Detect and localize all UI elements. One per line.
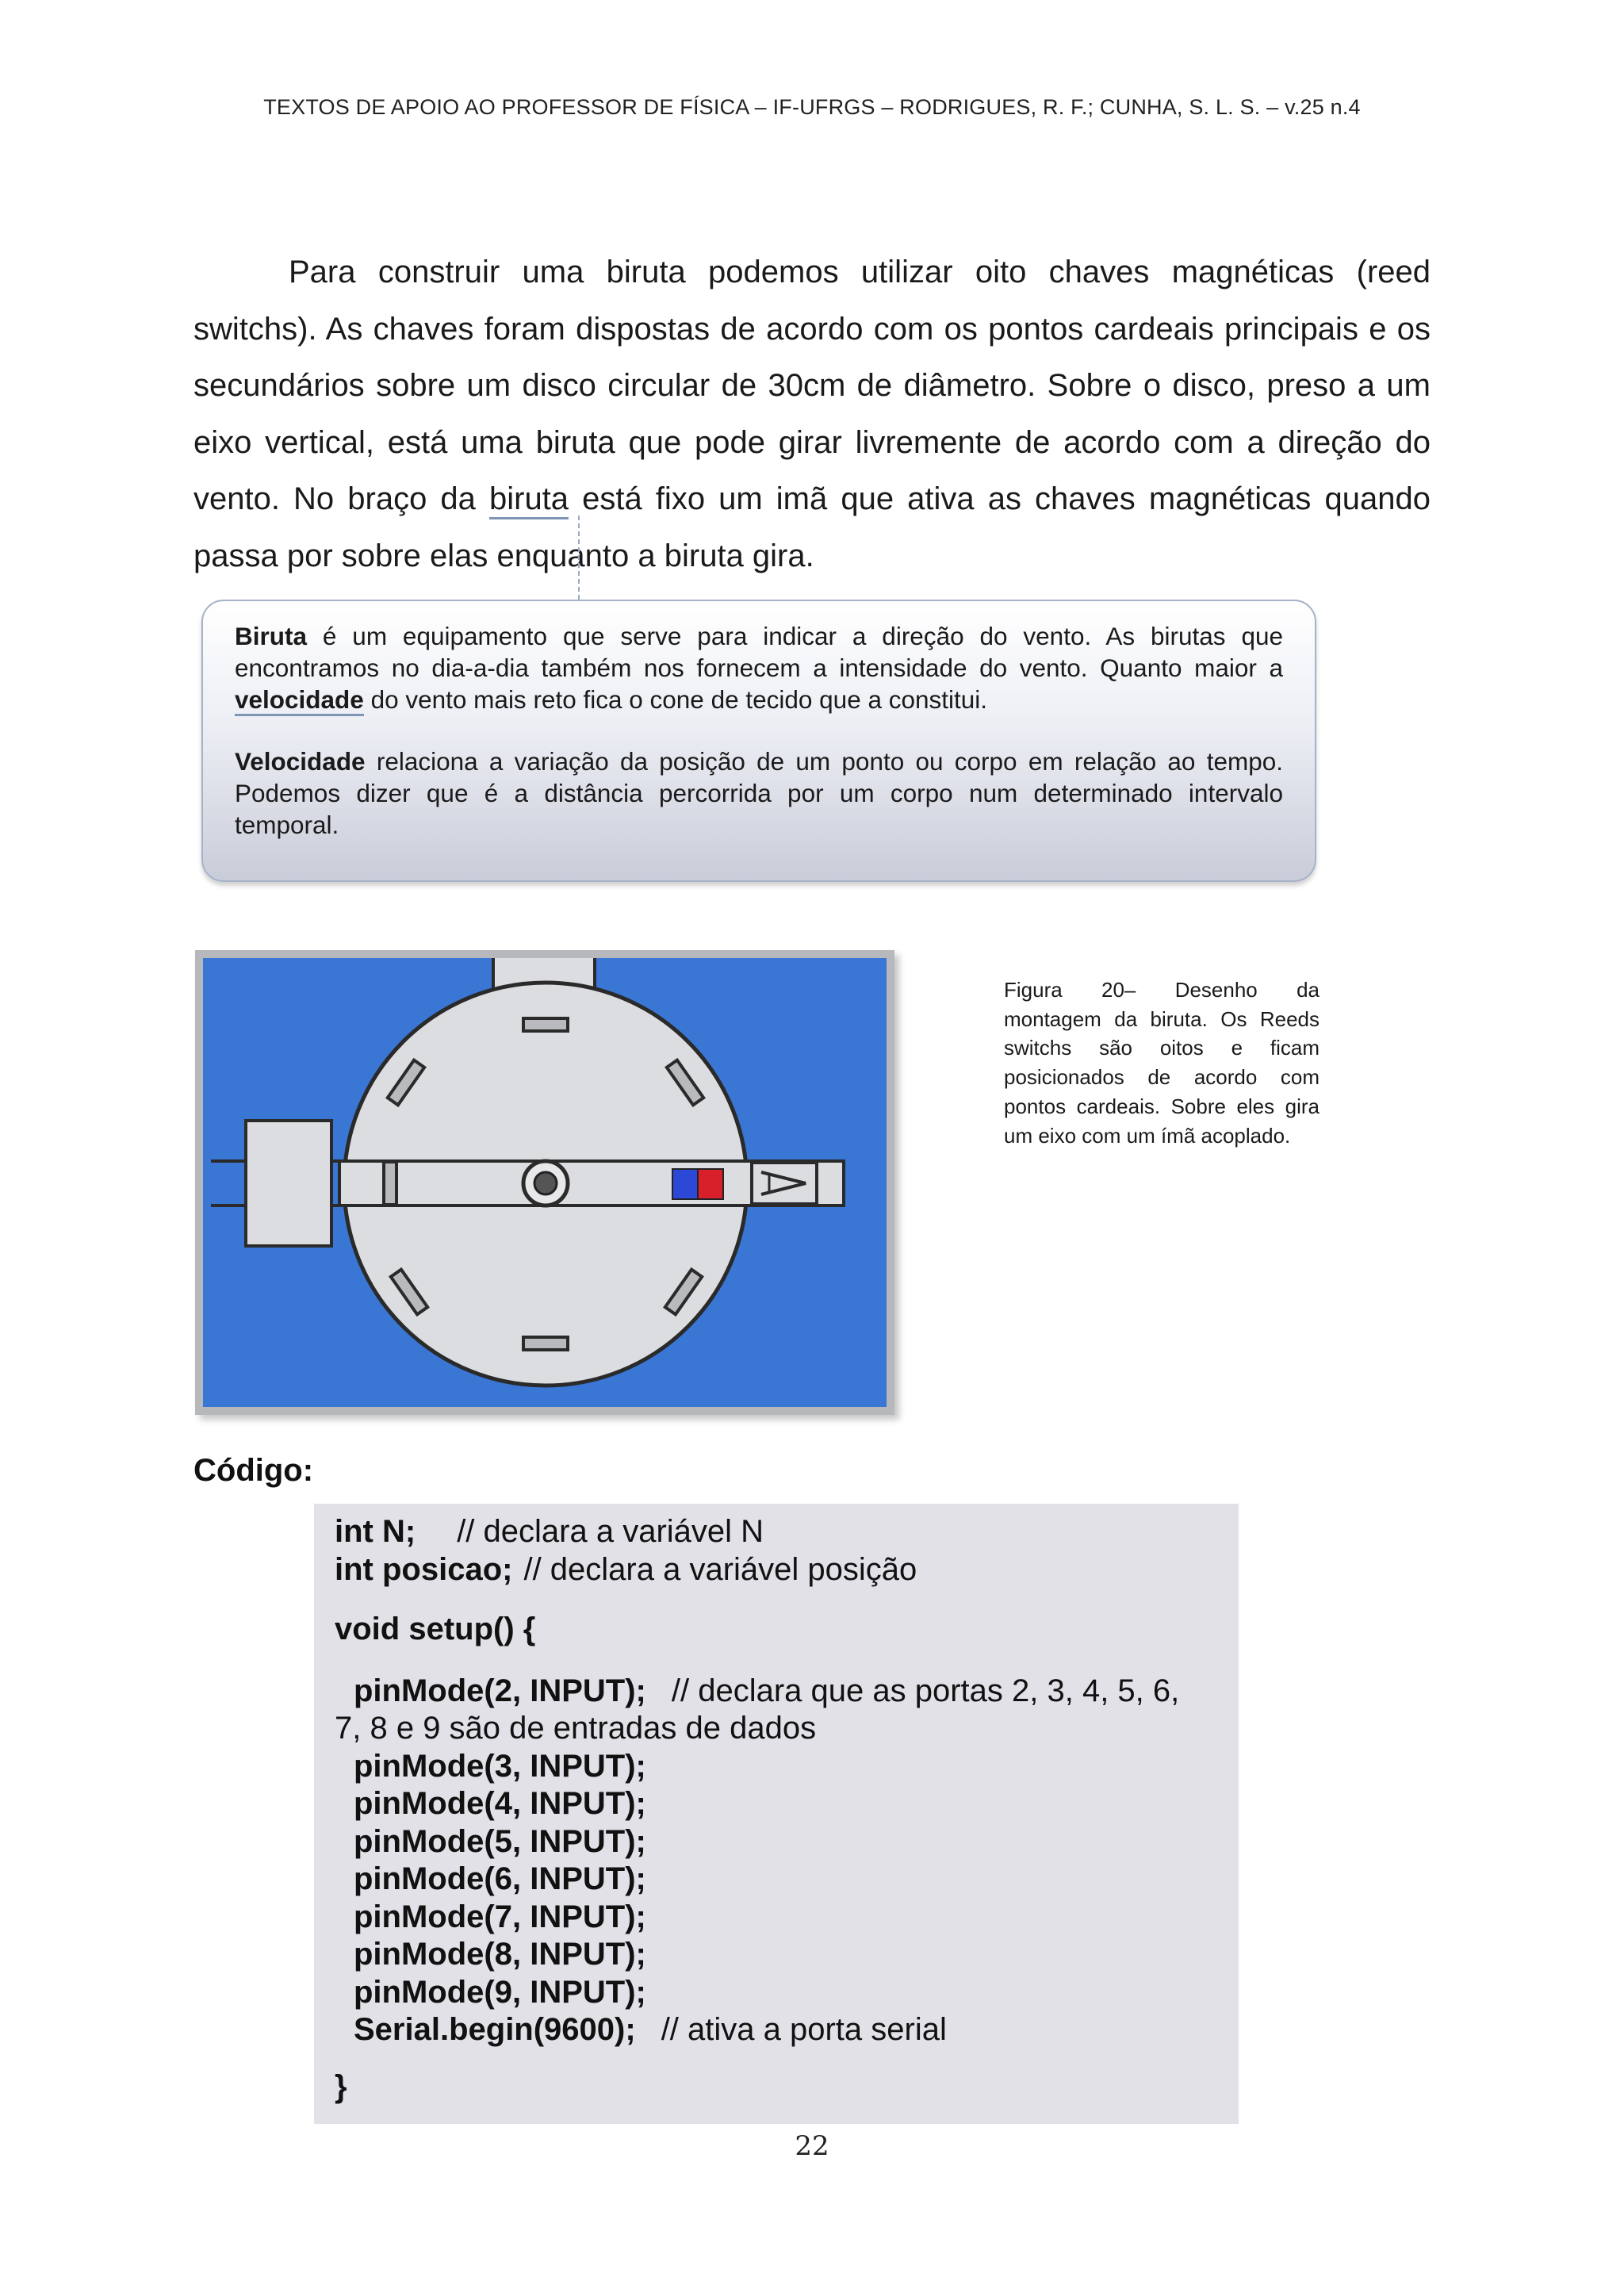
code-keyword: pinMode(9, INPUT);	[354, 1974, 646, 2010]
code-keyword: pinMode(3, INPUT);	[354, 1748, 646, 1784]
velocidade-term: Velocidade	[235, 747, 366, 776]
velocidade-definition	[235, 746, 1283, 841]
code-line-3	[335, 1611, 1220, 1649]
biruta-comment-anchor[interactable]: biruta	[489, 481, 569, 519]
code-comment-continued: 7, 8 e 9 são de entradas de dados	[335, 1711, 817, 1746]
code-keyword: pinMode(2, INPUT);	[354, 1673, 646, 1708]
code-line-pinmode-4	[335, 1785, 1220, 1823]
code-keyword: pinMode(7, INPUT);	[354, 1899, 646, 1934]
body-paragraph	[193, 244, 1431, 585]
code-keyword: pinMode(5, INPUT);	[354, 1823, 646, 1859]
code-block-clip	[314, 1504, 1239, 2124]
biruta-drawing	[203, 958, 887, 1407]
tail-vane-box	[246, 1121, 331, 1246]
code-line-4	[335, 1673, 1220, 1711]
biruta-definition	[235, 620, 1283, 715]
code-keyword: int N;	[335, 1514, 416, 1549]
velocidade-link[interactable]: velocidade	[235, 685, 364, 716]
code-line-serial	[335, 2011, 1220, 2049]
code-keyword: pinMode(6, INPUT);	[354, 1861, 646, 1896]
code-line-pinmode-8	[335, 1936, 1220, 1974]
biruta-assembly-figure	[195, 950, 894, 1415]
code-comment: // declara a variável posição	[523, 1551, 917, 1587]
code-line-1	[335, 1513, 1220, 1551]
code-comment: // ativa a porta serial	[661, 2012, 947, 2047]
velocidade-definition-text: relaciona a variação da posição de um ponto ou corpo em relação ao tempo. Podemos dizer que é a distância percorrida por um corpo num determinado intervalo temporal.	[235, 747, 1283, 839]
definition-callout	[201, 600, 1316, 882]
code-block	[314, 1504, 1239, 2124]
biruta-definition-text-2: do vento mais reto fica o cone de tecido que a constitui.	[363, 685, 988, 714]
page-number: 22	[795, 2130, 829, 2162]
code-keyword: pinMode(4, INPUT);	[354, 1786, 646, 1821]
reed-switch-w	[384, 1162, 396, 1205]
code-heading: Código:	[193, 1453, 314, 1488]
reed-switch-n	[523, 1018, 568, 1031]
cone-holder	[752, 1163, 817, 1204]
code-line-pinmode-9	[335, 1974, 1220, 2012]
code-line-pinmode-7	[335, 1899, 1220, 1937]
biruta-term: Biruta	[235, 622, 308, 650]
code-keyword: void setup() {	[335, 1612, 536, 1646]
code-keyword: }	[335, 2068, 347, 2104]
code-line-pinmode-6	[335, 1861, 1220, 1899]
code-line-2	[335, 1551, 1220, 1589]
comment-leader-line	[578, 516, 580, 600]
running-header: TEXTOS DE APOIO AO PROFESSOR DE FÍSICA – IF-UFRGS – RODRIGUES, R. F.; CUNHA, S. L. S. – v.25 n.4	[263, 95, 1361, 119]
code-keyword: pinMode(8, INPUT);	[354, 1937, 646, 1972]
code-line-5	[335, 1710, 1220, 1748]
magnet-south	[698, 1169, 723, 1199]
code-line-close-brace	[335, 2068, 1220, 2106]
biruta-definition-text-1: é um equipamento que serve para indicar a direção do vento. As birutas que encontramos no dia-a-dia também nos fornecem a intensidade do vento. Quanto maior a	[235, 622, 1283, 682]
reed-switch-s	[523, 1337, 568, 1350]
figure-caption: Figura 20– Desenho da montagem da biruta. Os Reeds switchs são oitos e ficam posicionados de acordo com pontos cardeais. Sobre eles gira um eixo com um ímã acoplado.	[1004, 978, 1320, 1148]
code-comment: // declara a variável N	[457, 1514, 764, 1549]
paragraph-text-before-link: Para construir uma biruta podemos utilizar oito chaves magnéticas (reed switchs). As chaves foram dispostas de acordo com os pontos cardeais principais e os secundários sobre um disco circular de 30cm de diâmetro. Sobre o disco, preso a um eixo vertical, está uma biruta que pode girar livremente de acordo com a direção do vento. No braço da	[193, 255, 1431, 516]
magnet-north	[672, 1169, 698, 1199]
code-comment: // declara que as portas 2, 3, 4, 5, 6,	[671, 1673, 1180, 1708]
code-keyword: Serial.begin(9600);	[354, 2012, 636, 2047]
code-line-pinmode-3	[335, 1748, 1220, 1786]
code-line-pinmode-5	[335, 1823, 1220, 1861]
pivot-inner	[534, 1172, 557, 1194]
paragraph-text-after-link: está fixo um imã que ativa as chaves magnéticas quando passa por sobre elas enquanto a biruta gira.	[193, 481, 1431, 573]
code-keyword: int posicao;	[335, 1551, 513, 1587]
